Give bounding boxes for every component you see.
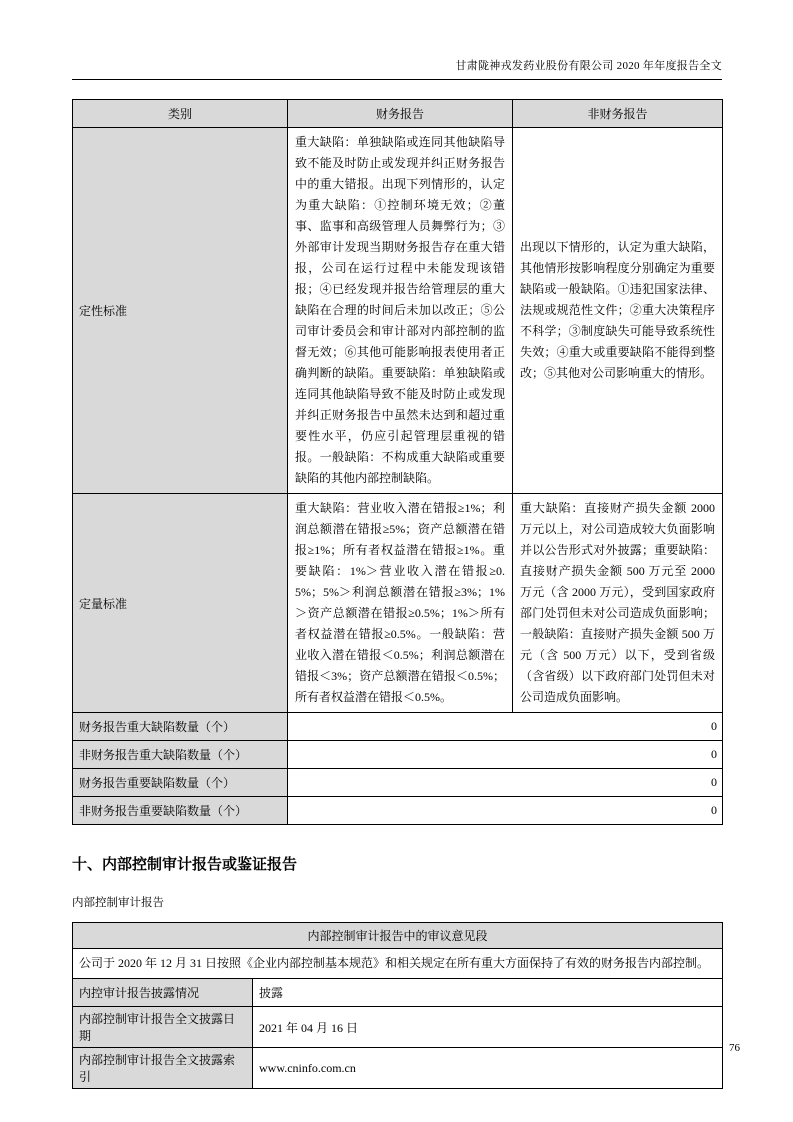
financial-important-defect-count-row <box>73 769 723 797</box>
financial-material-defect-count-row <box>73 713 723 741</box>
section-heading: 十、内部控制审计报告或鉴证报告 <box>72 857 298 873</box>
quantitative-criteria-label: 定量标准 <box>73 494 288 713</box>
count-row-value: 0 <box>288 769 723 797</box>
qualitative-criteria-label: 定性标准 <box>73 128 288 494</box>
report-page-content <box>72 0 722 1089</box>
document-header <box>72 0 722 80</box>
defect-table-header-row <box>73 100 723 128</box>
qualitative-criteria-row <box>73 128 723 494</box>
audit-table-header-row <box>73 923 723 949</box>
disclosure-index-value: www.cninfo.com.cn <box>253 1048 723 1089</box>
count-row-value: 0 <box>288 741 723 769</box>
audit-report-subheading: 内部控制审计报告 <box>72 897 164 909</box>
count-row-label: 非财务报告重大缺陷数量（个） <box>73 741 288 769</box>
disclosure-status-value: 披露 <box>253 979 723 1007</box>
column-header-nonfinancial-report: 非财务报告 <box>513 100 723 128</box>
report-title: 甘肃陇神戎发药业股份有限公司 2020 年年度报告全文 <box>455 60 722 72</box>
count-row-label: 财务报告重大缺陷数量（个） <box>73 713 288 741</box>
audit-table-header: 内部控制审计报告中的审议意见段 <box>73 923 723 949</box>
qualitative-nonfinancial-text: 出现以下情形的，认定为重大缺陷，其他情形按影响程度分别确定为重要缺陷或一般缺陷。①违犯国家法律、法规或规范性文件；②重大决策程序不科学；③制度缺失可能导致系统性失效；④重大或重要缺陷不能得到整改；⑤其他对公司影响重大的情形。 <box>513 128 723 494</box>
disclosure-date-label: 内部控制审计报告全文披露日期 <box>73 1007 253 1048</box>
internal-control-audit-report-table <box>72 922 723 1089</box>
count-row-value: 0 <box>288 713 723 741</box>
qualitative-financial-text: 重大缺陷：单独缺陷或连同其他缺陷导致不能及时防止或发现并纠正财务报告中的重大错报。出现下列情形的，认定为重大缺陷：①控制环境无效；②董事、监事和高级管理人员舞弊行为；③外部审计发现当期财务报告存在重大错报，公司在运行过程中未能发现该错报；④已经发现并报告给管理层的重大缺陷在合理的时间后未加以改正；⑤公司审计委员会和审计部对内部控制的监督无效；⑥其他可能影响报表使用者正确判断的缺陷。重要缺陷：单独缺陷或连同其他缺陷导致不能及时防止或发现并纠正财务报告中虽然未达到和超过重要性水平，仍应引起管理层重视的错报。一般缺陷：不构成重大缺陷或重要缺陷的其他内部控制缺陷。 <box>288 128 513 494</box>
nonfinancial-important-defect-count-row <box>73 797 723 825</box>
audit-opinion-row <box>73 949 723 979</box>
nonfinancial-material-defect-count-row <box>73 741 723 769</box>
quantitative-nonfinancial-text: 重大缺陷：直接财产损失金额 2000 万元以上，对公司造成较大负面影响并以公告形式对外披露；重要缺陷：直接财产损失金额 500 万元至 2000 万元（含 2000 万元），受到国家政府部门处罚但未对公司造成负面影响；一般缺陷：直接财产损失金额 500 万元（含 500 万元）以下，受到省级（含省级）以下政府部门处罚但未对公司造成负面影响。 <box>513 494 723 713</box>
quantitative-criteria-row <box>73 494 723 713</box>
quantitative-financial-text: 重大缺陷：营业收入潜在错报≥1%；利润总额潜在错报≥5%；资产总额潜在错报≥1%；所有者权益潜在错报≥1%。重要缺陷：1%＞营业收入潜在错报≥0.5%；5%＞利润总额潜在错报≥3%；1%＞资产总额潜在错报≥0.5%；1%＞所有者权益潜在错报≥0.5%。一般缺陷：营业收入潜在错报＜0.5%；利润总额潜在错报＜3%；资产总额潜在错报＜0.5%；所有者权益潜在错报＜0.5%。 <box>288 494 513 713</box>
disclosure-date-row <box>73 1007 723 1048</box>
count-row-label: 非财务报告重要缺陷数量（个） <box>73 797 288 825</box>
count-row-label: 财务报告重要缺陷数量（个） <box>73 769 288 797</box>
column-header-financial-report: 财务报告 <box>288 100 513 128</box>
audit-opinion-text: 公司于 2020 年 12 月 31 日按照《企业内部控制基本规范》和相关规定在所有重大方面保持了有效的财务报告内部控制。 <box>73 949 723 979</box>
disclosure-status-label: 内控审计报告披露情况 <box>73 979 253 1007</box>
disclosure-date-value: 2021 年 04 月 16 日 <box>253 1007 723 1048</box>
internal-control-defect-table <box>72 99 723 825</box>
disclosure-index-row <box>73 1048 723 1089</box>
count-row-value: 0 <box>288 797 723 825</box>
disclosure-index-label: 内部控制审计报告全文披露索引 <box>73 1048 253 1089</box>
disclosure-status-row <box>73 979 723 1007</box>
page-number: 76 <box>729 1042 740 1054</box>
column-header-category: 类别 <box>73 100 288 128</box>
